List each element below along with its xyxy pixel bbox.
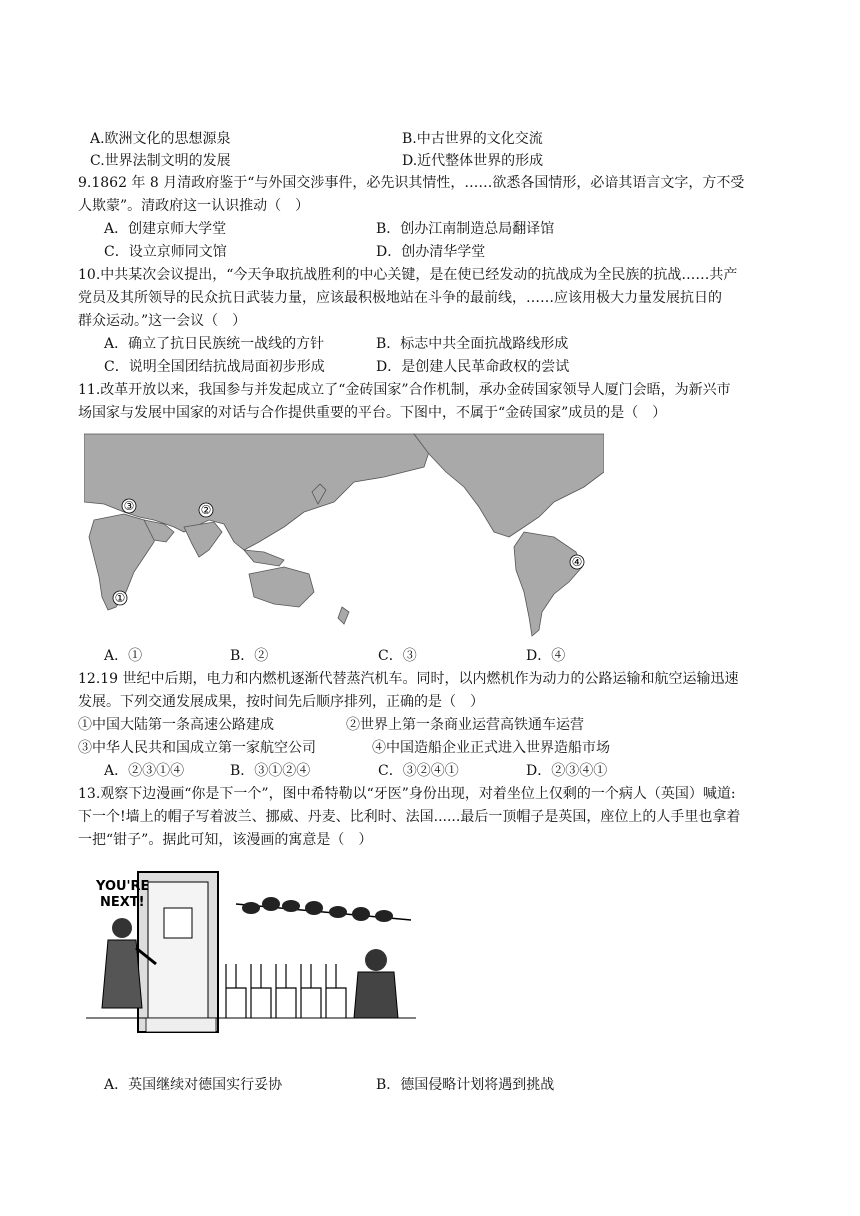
q12-stem-line2: 发展。下列交通发展成果，按时间先后顺序排列，正确的是（ ） [78,694,484,710]
marker-3 [122,499,136,513]
q10-option-b: B．标志中共全面抗战路线形成 [376,336,569,352]
q11-option-b: B．② [230,648,269,664]
q12-item-1: ①中国大陆第一条高速公路建成 [78,717,274,733]
q13-stem-line3: 一把“钳子”。据此可知，该漫画的寓意是（ ） [78,832,373,848]
marker-2 [199,503,213,517]
q8-option-b: B.中古世界的文化交流 [402,131,543,147]
q11-stem-line1: 11.改革开放以来，我国参与并发起成立了“金砖国家”合作机制，承办金砖国家领导人厦门会晤，为新兴市 [78,382,731,398]
q13-stem-line2: 下一个!墙上的帽子写着波兰、挪威、丹麦、比利时、法国......最后一顶帽子是英国，座位上的人手里也拿着 [78,809,741,825]
q10-option-a: A．确立了抗日民族统一战线的方针 [104,336,325,352]
q8-option-d: D.近代整体世界的形成 [402,153,544,169]
q9-stem-line2: 人欺蒙”。清政府这一认识推动（ ） [78,198,310,214]
q13-stem-line1: 13.观察下边漫画“你是下一个”，图中希特勒以“牙医”身份出现，对着坐位上仅剩的一个病人（英国）喊道: [78,786,736,802]
q9-option-c: C．设立京师同文馆 [104,244,227,260]
youre-next-cartoon [86,868,416,1046]
q8-option-a: A.欧洲文化的思想源泉 [90,131,231,147]
q10-option-c: C．说明全国团结抗战局面初步形成 [104,359,325,375]
patient-body [354,972,398,1018]
marker-1 [113,591,127,605]
q12-stem-line1: 12.19 世纪中后期，电力和内燃机逐渐代替蒸汽机车。同时，以内燃机作为动力的公路运输和航空运输迅速 [78,671,739,687]
q11-option-c: C．③ [378,648,417,664]
marker-4 [570,555,584,569]
dentist-head [112,918,132,938]
cartoon-caption-1: YOU'RE [96,879,150,894]
q12-option-b: B．③①②④ [230,763,311,779]
marker-4-label: ④ [571,555,583,569]
marker-2-label: ② [200,503,212,517]
q12-item-3: ③中华人民共和国成立第一家航空公司 [78,740,316,756]
door-sign [164,908,192,938]
q9-option-b: B．创办江南制造总局翻译馆 [376,221,555,237]
q13-option-b: B．德国侵略计划将遇到挑战 [376,1077,555,1093]
dentist-body [102,940,142,1008]
q12-item-2: ②世界上第一条商业运营高铁通车运营 [346,717,584,733]
q10-stem-line3: 群众运动。”这一会议（ ） [78,313,247,329]
q11-option-a: A．① [104,648,143,664]
q10-option-d: D．是创建人民革命政权的尝试 [376,359,570,375]
marker-1-label: ① [114,591,126,605]
q13-option-a: A．英国继续对德国实行妥协 [104,1077,283,1093]
q8-option-c: C.世界法制文明的发展 [90,153,231,169]
world-map-figure [84,432,604,640]
marker-3-label: ③ [123,499,135,513]
q9-option-d: D．创办清华学堂 [376,244,486,260]
q12-option-d: D．②③④① [526,763,608,779]
q9-stem-line1: 9.1862 年 8 月清政府鉴于“与外国交涉事件，必先识其情性，……欲悉各国情形，必谙其语言文字，方不受 [78,175,745,191]
q12-option-a: A．②③①④ [104,763,185,779]
cartoon-caption-2: NEXT! [100,895,145,910]
q11-option-d: D．④ [526,648,566,664]
q12-option-c: C．③②④① [378,763,459,779]
q11-stem-line2: 场国家与发展中国家的对话与合作提供重要的平台。下图中，不属于“金砖国家”成员的是（ ） [78,405,667,421]
patient-head [365,949,387,971]
q10-stem-line1: 10.中共某次会议提出，“今天争取抗战胜利的中心关键，是在使已经发动的抗战成为全民族的抗战……共产 [78,267,738,283]
q10-stem-line2: 党员及其所领导的民众抗日武装力量，应该最积极地站在斗争的最前线，……应该用极大力量发展抗日的 [78,290,722,306]
q9-option-a: A．创建京师大学堂 [104,221,227,237]
q12-item-4: ④中国造船企业正式进入世界造船市场 [372,740,610,756]
